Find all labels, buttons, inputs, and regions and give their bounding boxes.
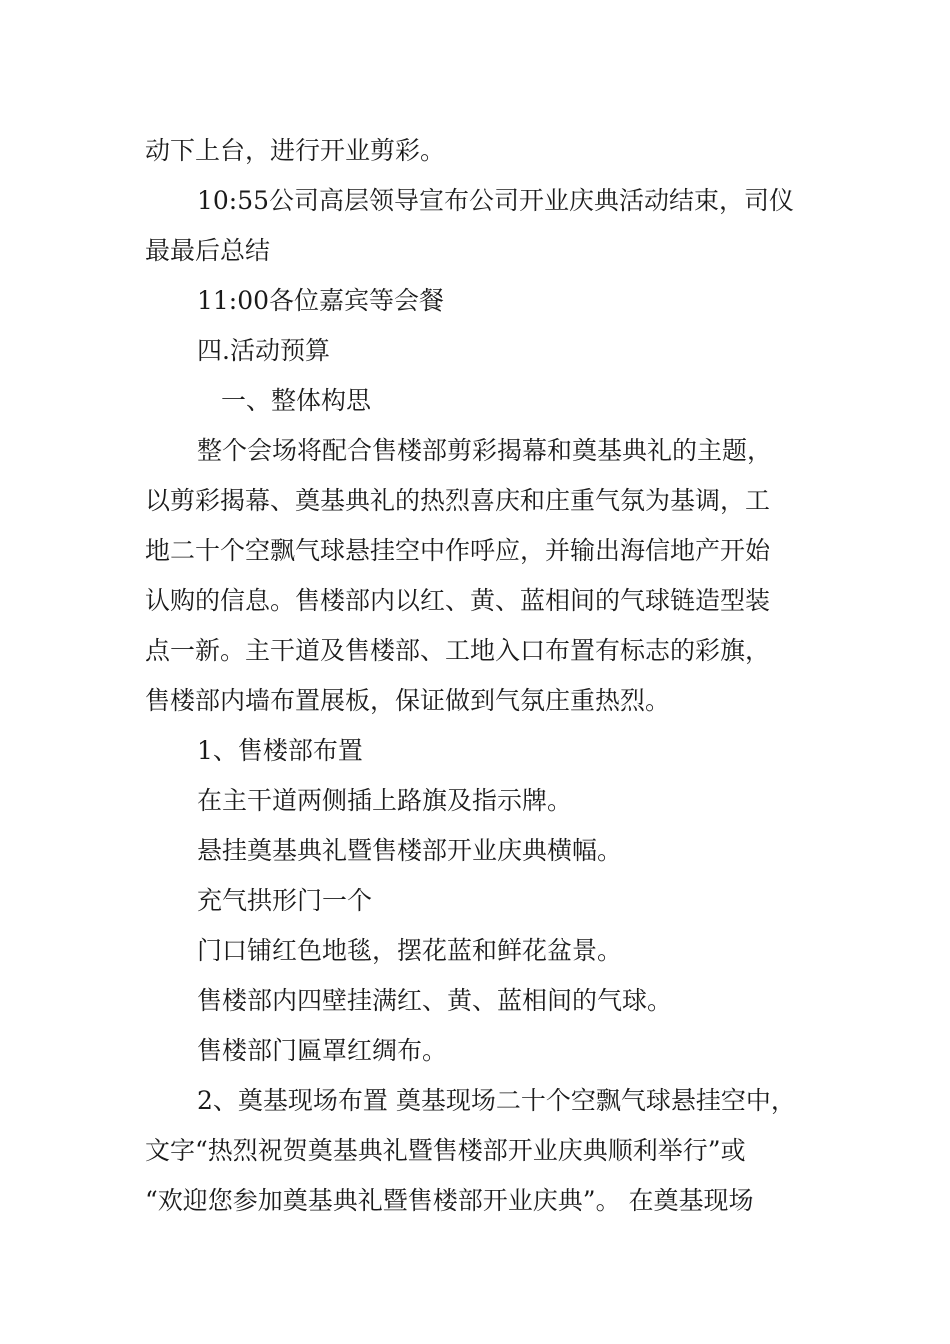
paragraph-line: 文字“热烈祝贺奠基典礼暨售楼部开业庆典顺利举行”或 bbox=[145, 1136, 746, 1165]
schedule-item-1055: 10:55公司高层领导宣布公司开业庆典活动结束，司仪 bbox=[197, 186, 795, 215]
paragraph-line: 点一新。主干道及售楼部、工地入口布置有标志的彩旗， bbox=[145, 636, 771, 665]
paragraph-line: 售楼部内墙布置展板，保证做到气氛庄重热烈。 bbox=[145, 686, 671, 715]
paragraph-line: 认购的信息。售楼部内以红、黄、蓝相间的气球链造型装 bbox=[145, 586, 771, 615]
list-item: 售楼部门匾罩红绸布。 bbox=[197, 1036, 448, 1065]
paragraph-line: 地二十个空飘气球悬挂空中作呼应，并输出海信地产开始 bbox=[145, 536, 771, 565]
paragraph-line: 最最后总结 bbox=[145, 236, 271, 265]
list-item: 充气拱形门一个 bbox=[197, 886, 373, 915]
paragraph-line: 动下上台，进行开业剪彩。 bbox=[145, 136, 446, 165]
list-item: 悬挂奠基典礼暨售楼部开业庆典横幅。 bbox=[197, 836, 623, 865]
list-item: 售楼部内四壁挂满红、黄、蓝相间的气球。 bbox=[197, 986, 673, 1015]
subheading-sales-office-layout: 1、售楼部布置 bbox=[197, 736, 363, 765]
section-heading-overall-concept: 一、整体构思 bbox=[221, 386, 372, 415]
paragraph-line: 整个会场将配合售楼部剪彩揭幕和奠基典礼的主题， bbox=[197, 436, 773, 465]
list-item: 在主干道两侧插上路旗及指示牌。 bbox=[197, 786, 573, 815]
subheading-groundbreaking-site-layout: 2、奠基现场布置 奠基现场二十个空飘气球悬挂空中， bbox=[197, 1086, 796, 1115]
paragraph-line: “欢迎您参加奠基典礼暨售楼部开业庆典”。 在奠基现场 bbox=[145, 1186, 754, 1215]
section-heading-budget: 四.活动预算 bbox=[197, 336, 330, 365]
paragraph-line: 以剪彩揭幕、奠基典礼的热烈喜庆和庄重气氛为基调，工 bbox=[145, 486, 771, 515]
schedule-item-1100: 11:00各位嘉宾等会餐 bbox=[197, 286, 445, 315]
list-item: 门口铺红色地毯，摆花蓝和鲜花盆景。 bbox=[197, 936, 623, 965]
